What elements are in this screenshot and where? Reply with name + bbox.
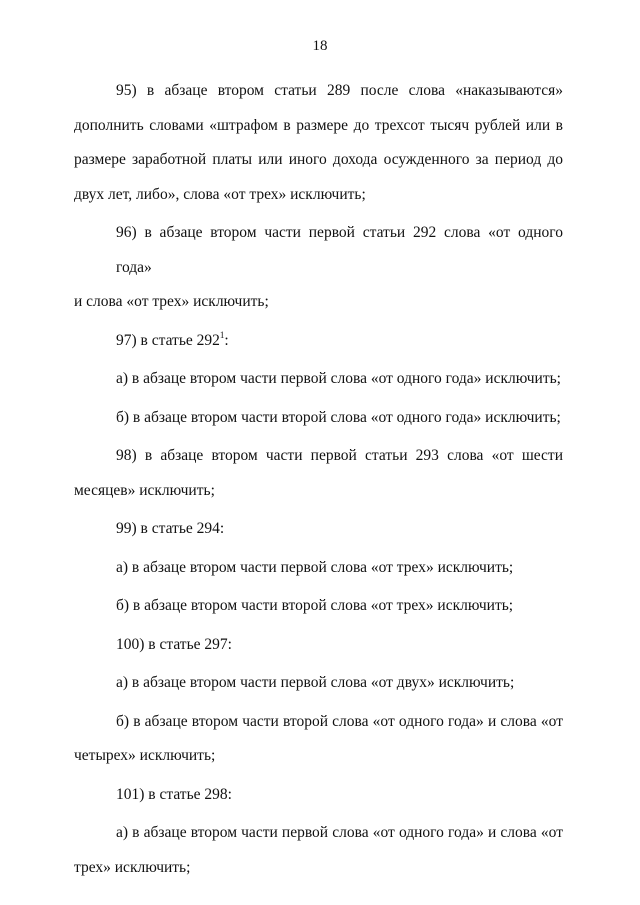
paragraph-line: б) в абзаце втором части второй слова «от трех» исключить; — [116, 597, 514, 614]
paragraph-100a — [74, 666, 563, 701]
paragraph-98 — [74, 439, 563, 508]
paragraph-line: и слова «от трех» исключить; — [74, 293, 269, 310]
paragraph-line: дополнить словами «штрафом в размере до трехсот тысяч рублей или в — [74, 116, 563, 134]
paragraph-97 — [74, 324, 563, 359]
paragraph-101 — [74, 778, 563, 813]
paragraph-line: месяцев» исключить; — [74, 481, 215, 499]
paragraph-101a — [74, 816, 563, 885]
superscript: 1 — [219, 329, 225, 340]
paragraph-line: а) в абзаце втором части первой слова «от одного года» и слова «от — [116, 824, 563, 841]
paragraph-97-colon: : — [224, 331, 229, 349]
paragraph-100 — [74, 628, 563, 663]
paragraph-line: 100) в статье 297: — [116, 635, 232, 653]
paragraph-line: размере заработной платы или иного дохода осужденного за период до — [74, 151, 563, 168]
paragraph-97-text: 97) в статье 292 — [116, 331, 220, 349]
paragraph-line: двух лет, либо», слова «от трех» исключить; — [74, 185, 366, 203]
paragraph-99b — [74, 589, 563, 624]
paragraph-100b — [74, 705, 563, 774]
page-number: 18 — [312, 38, 328, 54]
paragraph-line: четырех» исключить; — [74, 747, 216, 764]
paragraph-99a — [74, 551, 563, 586]
paragraph-line: 101) в статье 298: — [116, 785, 232, 803]
document-body — [74, 74, 563, 885]
paragraph-99 — [74, 512, 563, 547]
paragraph-line: 99) в статье 294: — [116, 520, 225, 537]
paragraph-line: а) в абзаце втором части первой слова «от трех» исключить; — [116, 558, 514, 576]
paragraph-line: б) в абзаце втором части второй слова «от одного года» исключить; — [116, 408, 561, 426]
paragraph-line: а) в абзаце втором части первой слова «от двух» исключить; — [116, 674, 515, 691]
paragraph-line: б) в абзаце втором части второй слова «от одного года» и слова «от — [116, 712, 563, 730]
paragraph-97b — [74, 401, 563, 436]
paragraph-95 — [74, 74, 563, 212]
paragraph-96 — [74, 216, 563, 320]
paragraph-line: а) в абзаце втором части первой слова «от одного года» исключить; — [116, 370, 561, 387]
paragraph-line: трех» исключить; — [74, 858, 191, 876]
paragraph-line: 98) в абзаце втором части первой статьи 293 слова «от шести — [116, 447, 563, 464]
paragraph-line: 96) в абзаце втором части первой статьи 292 слова «от одного года» — [116, 224, 563, 276]
paragraph-line: 95) в абзаце втором статьи 289 после слова «наказываются» — [116, 82, 563, 99]
paragraph-97a — [74, 362, 563, 397]
